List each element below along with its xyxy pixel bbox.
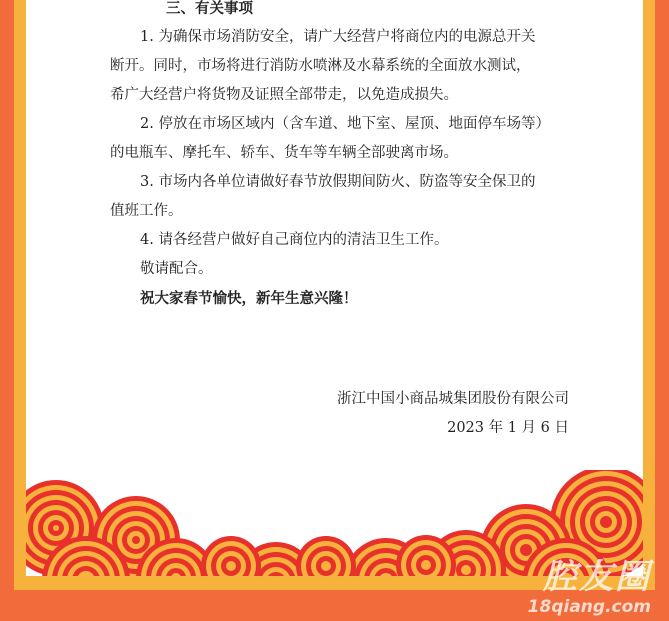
signature-company: 浙江中国小商品城集团股份有限公司 (337, 391, 569, 407)
item-1-line-3: 希广大经营户将货物及证照全部带走，以免造成损失。 (110, 87, 458, 103)
list-item (110, 168, 596, 226)
item-3-line-2: 值班工作。 (110, 203, 183, 219)
cloud-circle (296, 536, 356, 576)
cloud-circle (201, 536, 261, 576)
greeting-text: 祝大家春节愉快，新年生意兴隆！ (140, 290, 358, 307)
item-3-line-1: 3. 市场内各单位请做好春节放假期间防火、防盗等安全保卫的 (140, 174, 536, 190)
item-2-line-2: 的电瓶车、摩托车、轿车、货车等车辆全部驶离市场。 (110, 145, 458, 161)
watermark-url: 18qiang.com (527, 597, 651, 617)
list-item (110, 226, 596, 255)
item-1-line-2: 断开。同时，市场将进行消防水喷淋及水幕系统的全面放水测试， (110, 58, 531, 74)
watermark-brand: 腔友圈 (543, 557, 651, 597)
notice-body (110, 0, 596, 313)
watermark (528, 557, 651, 617)
item-2-line-1: 2. 停放在市场区域内（含车道、地下室、屋顶、地面停车场等） (140, 116, 550, 132)
section-heading: 三、有关事项 (166, 0, 253, 17)
item-4-line-1: 4. 请各经营户做好自己商位内的清洁卫生工作。 (140, 232, 449, 248)
signature-date: 2023 年 1 月 6 日 (447, 420, 569, 436)
list-item (110, 110, 596, 168)
list-item (110, 23, 596, 110)
closing-text: 敬请配合。 (140, 261, 213, 277)
item-1-line-1: 1. 为确保市场消防安全，请广大经营户将商位内的电源总开关 (140, 29, 536, 45)
